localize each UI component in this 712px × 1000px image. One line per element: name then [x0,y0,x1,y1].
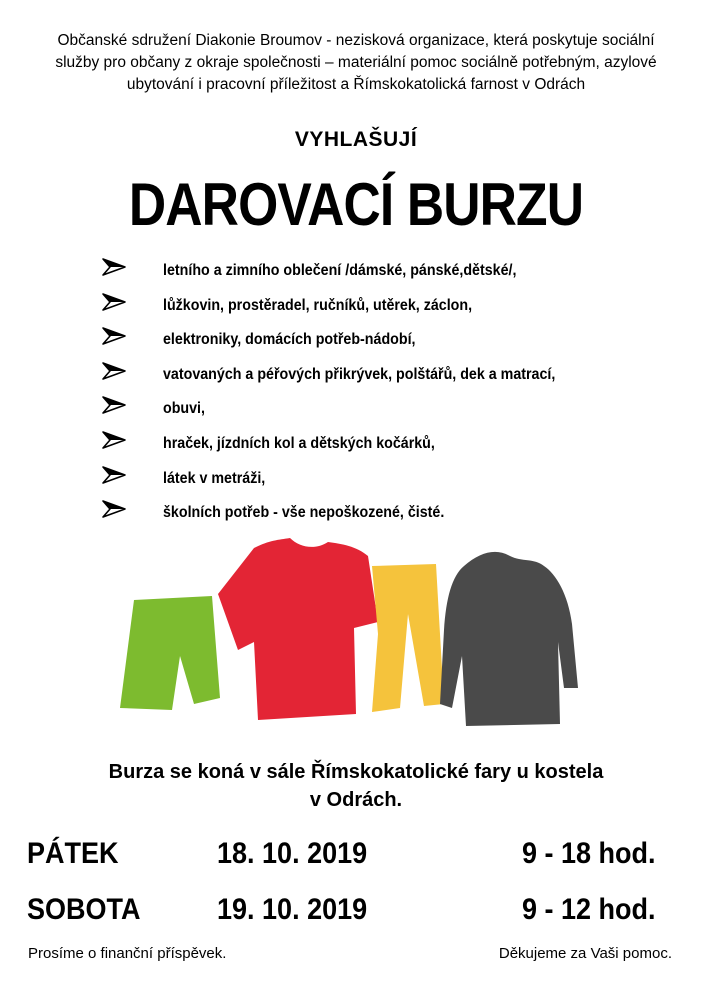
pants-icon [372,564,444,712]
list-item-text: látek v metráži, [163,469,266,487]
list-item-text: letního a zimního oblečení /dámské, pánské,dětské/, [163,262,517,279]
schedule-date: 18. 10. 2019 [217,837,368,870]
list-item [0,363,712,398]
arrow-bullet-icon [101,395,127,415]
list-item-text: lůžkovin, prostěradel, ručníků, utěrek, záclon, [163,296,473,314]
intro-line-1: Občanské sdružení Diakonie Broumov - nezisková organizace, která poskytuje sociální [57,32,655,49]
intro-line-3: ubytování i pracovní příležitost a Římskokatolická farnost v Odrách [126,76,586,93]
list-item-text: hraček, jízdních kol a dětských kočárků, [163,434,435,452]
intro-line-2: služby pro občany z okraje společnosti – materiální pomoc sociálně potřebným, azylové [55,54,657,71]
list-item [0,328,712,363]
list-item [0,259,712,294]
list-item [0,467,712,502]
list-item-text: elektroniky, domácích potřeb-nádobí, [163,331,416,349]
sweater-icon [440,552,578,726]
footer-contribution-note: Prosíme o finanční příspěvek. [28,945,227,962]
schedule-date: 19. 10. 2019 [217,893,368,926]
arrow-bullet-icon [101,257,127,277]
venue-line-2: v Odrách. [309,789,403,811]
arrow-bullet-icon [101,361,127,381]
list-item [0,432,712,467]
schedule-hours: 9 - 18 hod. [522,837,656,870]
schedule-day: SOBOTA [27,893,141,926]
schedule-day: PÁTEK [27,837,119,870]
clothes-illustration [120,538,590,738]
arrow-bullet-icon [101,499,127,519]
schedule-hours: 9 - 12 hod. [522,893,656,926]
list-item-text: obuvi, [163,400,205,418]
venue-line-1: Burza se koná v sále Římskokatolické fary u kostela [108,761,604,783]
list-item [0,294,712,329]
donation-items-list [0,259,712,536]
arrow-bullet-icon [101,292,127,312]
footer-thanks-note: Děkujeme za Vaši pomoc. [498,945,672,962]
intro-text [20,30,692,96]
venue-text [0,758,712,814]
page-title: DAROVACÍ BURZU [128,171,584,238]
arrow-bullet-icon [101,465,127,485]
list-item [0,397,712,432]
shorts-icon [120,596,220,710]
arrow-bullet-icon [101,430,127,450]
schedule-row-friday [0,837,712,877]
announce-heading: VYHLAŠUJÍ [294,128,418,151]
schedule-row-saturday [0,893,712,933]
arrow-bullet-icon [101,326,127,346]
list-item-text: školních potřeb - vše nepoškozené, čisté. [163,504,445,522]
list-item [0,501,712,536]
tshirt-icon [218,538,378,720]
list-item-text: vatovaných a péřových přikrývek, polštářů, dek a matrací, [163,365,556,383]
